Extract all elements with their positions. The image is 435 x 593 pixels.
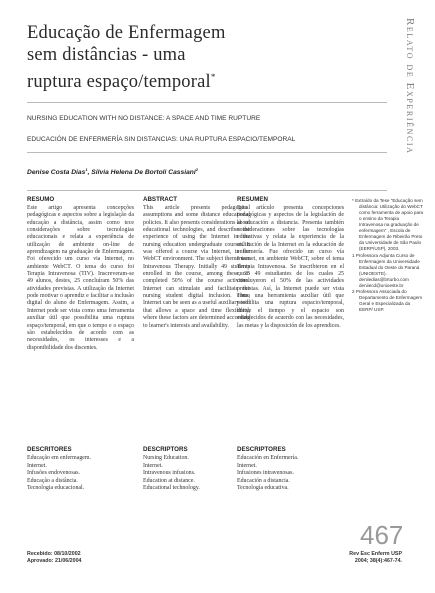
title-line-1: Educação de Enfermagem	[27, 23, 226, 43]
page-number: 467	[360, 520, 404, 550]
descritor-item: Tecnologia educacional.	[27, 485, 85, 492]
descriptor-es-item: Internet.	[237, 462, 257, 469]
footnote-author-1: 1 Professora Adjunta Curso de Enfermagem da Universidade Estadual do Oeste do Paraná (UNIOESTE). deniiedias@brturbo.com deniiecd@unioeste.br	[352, 252, 420, 288]
received-date: Recebido: 08/10/2002	[27, 551, 81, 557]
authors	[27, 167, 198, 176]
descritor-item: Infusões endovenosas.	[27, 470, 81, 477]
descriptor-item: Intravenous infusions.	[143, 470, 196, 477]
descritores-heading: DESCRITORES	[27, 446, 72, 453]
descritor-item: Educação em enfermagem.	[27, 455, 91, 461]
footnote-thesis: * Extraído da Tese "Educação sem distância: Utilização do WebCT como ferramenta de apoio para o ensino da Terapia Intravenosa na graduação de enfermagem" , Escola de Enfermagem de Ribeirão Preto da Universidade de São Paulo (EERP/USP), 2003.	[352, 198, 424, 251]
descritores-section	[27, 446, 134, 493]
approved-date: Aprovado: 21/06/2004	[27, 558, 82, 564]
footnote-author-2: 2 Professora Associada do Departamento de Enfermagem Geral e Especializada da EERP/ USP.	[352, 289, 423, 312]
resumo-text: Este artigo apresenta concepções pedagógicas e aspectos sobre a legislação da educação a distância, assim como tece considerações sobre tecnologias educacionais e relata a experiência de utilização de ambiente on-line de aprendizagem na graduação de Enfermagem. Foi oferecido um curso via Internet, no ambiente WebCT. O tema do curso foi Terapia Intravenosa (TIV). Inscreveram-se 49 alunos, destes, 25 concluíram 50% das atividades previstas. A utilização da Internet pode motivar o aprendiz e facilitar a inclusão digital do aluno de Enfermagem. Assim, a Internet pode ser vista como uma ferramenta auxiliar útil que possibilita uma ruptura espaço/temporal, em que o tempo e o espaço são estabelecidos de acordo com as necessidades, os interesses e a disponibilidade dos discentes.	[27, 205, 134, 351]
author-1-mark: 1	[85, 167, 88, 172]
author-2: , Silvia Helena De Bortoli Cassiani	[87, 169, 196, 177]
descritor-item: Internet.	[27, 462, 47, 469]
journal-citation	[322, 551, 402, 565]
descriptor-es-item: Infusiones intravenosas.	[237, 470, 294, 477]
divider-authors	[27, 190, 387, 191]
descriptores-section	[237, 446, 344, 493]
descritor-item: Educação a distância.	[27, 477, 78, 484]
divider-middle	[27, 152, 387, 153]
subtitle-spanish: EDUCACIÓN DE ENFERMERÍA SIN DISTANCIAS: UNA RUPTURA ESPACIO/TEMPORAL	[27, 136, 296, 143]
abstract-text: This article presents pedagogical assumptions and some distance educational policies. It also presents considerations about educational technologies, and describes the experience of using the Internet in the nursing education undergraduate courses. It was offered a course via Internet, in the WebCT environment. The subject theme was Intravenous Therapy. Initially 49 students enrolled in the course, among these, 25 completed 50% of the course activities. Internet can stimulate and facilitate the nursing student digital inclusion. Thus, Internet can be seen as a useful auxiliary tool that allows a space and time flexibility, where these factors are determined according to learner's interests and availability.	[143, 205, 250, 329]
divider-top	[27, 102, 387, 103]
descriptor-item: Nursing Education.	[143, 455, 189, 461]
descriptor-item: Educational technology.	[143, 485, 200, 492]
descriptores-heading: DESCRIPTORES	[237, 446, 286, 453]
descriptor-es-item: Educación en Enfermería.	[237, 455, 299, 461]
journal-volume: 2004; 38(4):467-74.	[354, 558, 402, 564]
resumo-section	[27, 196, 134, 352]
resumen-section	[237, 196, 344, 330]
abstract-section	[143, 196, 250, 330]
article-title	[27, 22, 357, 93]
descriptor-item: Internet.	[143, 462, 163, 469]
author-2-mark: 2	[195, 167, 198, 172]
title-line-2: sem distâncias - uma	[27, 45, 186, 65]
title-footnote-mark: *	[210, 72, 216, 82]
descriptor-es-item: Tecnología educativa.	[237, 485, 289, 492]
descriptors-section	[143, 446, 250, 493]
descriptors-heading: DESCRIPTORS	[143, 446, 188, 453]
descriptor-item: Education at distance.	[143, 477, 195, 484]
resumo-heading: RESUMO	[27, 196, 55, 203]
resumen-heading: RESUMEN	[237, 196, 268, 203]
journal-name: Rev Esc Enferm USP	[349, 551, 402, 557]
dates	[27, 551, 81, 565]
subtitle-english: NURSING EDUCATION WITH NO DISTANCE: A SPACE AND TIME RUPTURE	[27, 115, 261, 122]
descriptor-es-item: Educación a distancia.	[237, 477, 290, 484]
author-notes	[352, 198, 424, 314]
abstract-heading: ABSTRACT	[143, 196, 178, 203]
resumen-text: Este artículo presenta concepciones pedagógicas y aspectos de la legislación de la educación a distancia. Presenta también consideraciones sobre las tecnologías educativas y relata la experiencia de la utilización de la Internet en la educación de enfermería. Fue ofrecido un curso vía Internet, en ambiente WebCT, sobre el tema Terapia Intravenosa. Se inscribieron en el curso 49 estudiantes de los cuales 25 concluyeron el 50% de las actividades previstas. Así, la Internet puede ser vista como una herramienta auxiliar útil que posibilita una ruptura espacio/temporal, donde el tiempo y el espacio son establecidos de acuerdo con las necesidades, las metas y la disposición de los aprendices.	[237, 205, 344, 329]
author-1: Denise Costa Dias	[27, 169, 86, 177]
title-line-3: ruptura espaço/temporal*	[27, 72, 216, 93]
section-label: Relato de Experiência	[404, 18, 416, 155]
